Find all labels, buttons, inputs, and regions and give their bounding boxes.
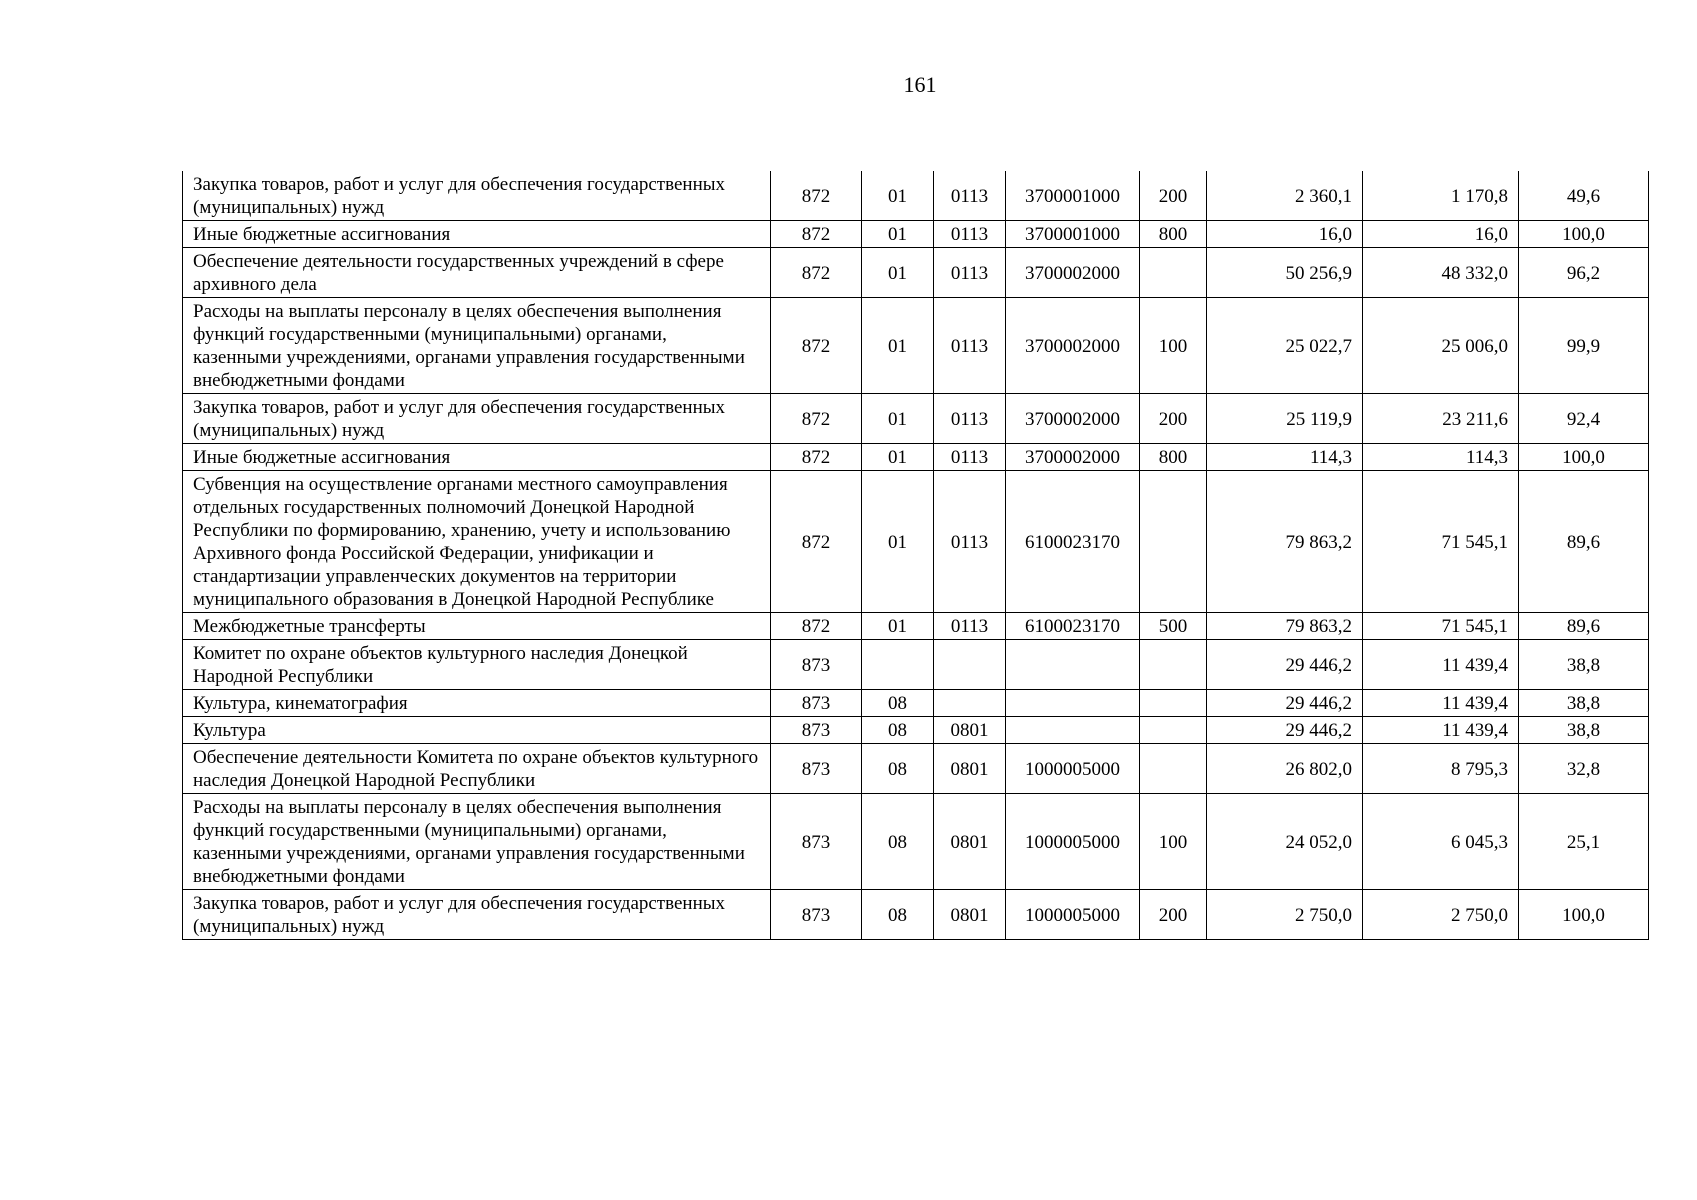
row-name: Закупка товаров, работ и услуг для обеспечения государственных (муниципальных) нужд — [183, 394, 771, 444]
row-name: Обеспечение деятельности государственных учреждений в сфере архивного дела — [183, 248, 771, 298]
row-section-code: 01 — [862, 298, 934, 394]
row-planned-amount: 114,3 — [1207, 444, 1363, 471]
row-target-article: 3700001000 — [1006, 171, 1140, 221]
row-name: Субвенция на осуществление органами местного самоуправления отдельных государственных полномочий Донецкой Народной Республики по формированию, хранению, учету и использованию Архивного фонда Российской Федерации, унификации и стандартизации управленческих документов на территории муниципального образования в Донецкой Народной Республике — [183, 471, 771, 613]
row-gr-code: 872 — [771, 171, 862, 221]
row-actual-amount: 11 439,4 — [1363, 640, 1519, 690]
row-name: Иные бюджетные ассигнования — [183, 444, 771, 471]
table-row — [183, 794, 1649, 890]
row-percent: 49,6 — [1519, 171, 1649, 221]
row-planned-amount: 2 360,1 — [1207, 171, 1363, 221]
row-expense-type: 500 — [1140, 613, 1207, 640]
row-actual-amount: 114,3 — [1363, 444, 1519, 471]
row-gr-code: 873 — [771, 890, 862, 940]
row-section-code: 08 — [862, 744, 934, 794]
row-subsection-code: 0801 — [934, 794, 1006, 890]
row-planned-amount: 26 802,0 — [1207, 744, 1363, 794]
row-expense-type: 800 — [1140, 221, 1207, 248]
row-target-article: 3700001000 — [1006, 221, 1140, 248]
row-subsection-code: 0113 — [934, 613, 1006, 640]
row-expense-type — [1140, 690, 1207, 717]
table-row — [183, 394, 1649, 444]
row-gr-code: 872 — [771, 613, 862, 640]
row-actual-amount: 71 545,1 — [1363, 613, 1519, 640]
row-gr-code: 872 — [771, 394, 862, 444]
row-actual-amount: 11 439,4 — [1363, 690, 1519, 717]
table-row — [183, 744, 1649, 794]
row-planned-amount: 24 052,0 — [1207, 794, 1363, 890]
row-actual-amount: 2 750,0 — [1363, 890, 1519, 940]
row-expense-type: 200 — [1140, 394, 1207, 444]
row-name: Иные бюджетные ассигнования — [183, 221, 771, 248]
row-expense-type: 200 — [1140, 171, 1207, 221]
row-section-code: 01 — [862, 171, 934, 221]
row-gr-code: 873 — [771, 640, 862, 690]
row-percent: 89,6 — [1519, 471, 1649, 613]
table-row — [183, 690, 1649, 717]
table-row — [183, 890, 1649, 940]
row-gr-code: 873 — [771, 794, 862, 890]
budget-table — [182, 171, 1649, 940]
row-subsection-code: 0113 — [934, 444, 1006, 471]
row-gr-code: 873 — [771, 744, 862, 794]
row-subsection-code: 0113 — [934, 298, 1006, 394]
row-percent: 96,2 — [1519, 248, 1649, 298]
row-percent: 32,8 — [1519, 744, 1649, 794]
row-percent: 100,0 — [1519, 890, 1649, 940]
row-gr-code: 873 — [771, 690, 862, 717]
row-percent: 100,0 — [1519, 444, 1649, 471]
table-row — [183, 221, 1649, 248]
row-target-article: 3700002000 — [1006, 444, 1140, 471]
row-section-code: 01 — [862, 394, 934, 444]
row-gr-code: 872 — [771, 444, 862, 471]
table-row — [183, 248, 1649, 298]
row-section-code: 08 — [862, 794, 934, 890]
row-percent: 25,1 — [1519, 794, 1649, 890]
row-actual-amount: 25 006,0 — [1363, 298, 1519, 394]
row-section-code: 08 — [862, 890, 934, 940]
row-planned-amount: 29 446,2 — [1207, 717, 1363, 744]
row-target-article: 1000005000 — [1006, 744, 1140, 794]
row-planned-amount: 25 119,9 — [1207, 394, 1363, 444]
row-expense-type: 100 — [1140, 794, 1207, 890]
row-subsection-code — [934, 640, 1006, 690]
row-actual-amount: 16,0 — [1363, 221, 1519, 248]
row-target-article: 1000005000 — [1006, 794, 1140, 890]
row-actual-amount: 11 439,4 — [1363, 717, 1519, 744]
row-planned-amount: 2 750,0 — [1207, 890, 1363, 940]
row-actual-amount: 1 170,8 — [1363, 171, 1519, 221]
row-planned-amount: 50 256,9 — [1207, 248, 1363, 298]
row-planned-amount: 25 022,7 — [1207, 298, 1363, 394]
row-expense-type: 800 — [1140, 444, 1207, 471]
table-row — [183, 613, 1649, 640]
row-name: Расходы на выплаты персоналу в целях обеспечения выполнения функций государственными (муниципальными) органами, казенными учреждениями, органами управления государственными внебюджетными фондами — [183, 794, 771, 890]
row-percent: 89,6 — [1519, 613, 1649, 640]
table-row — [183, 640, 1649, 690]
row-subsection-code: 0113 — [934, 248, 1006, 298]
row-target-article: 3700002000 — [1006, 394, 1140, 444]
row-percent: 92,4 — [1519, 394, 1649, 444]
row-section-code: 01 — [862, 248, 934, 298]
row-section-code — [862, 640, 934, 690]
table-row — [183, 471, 1649, 613]
row-section-code: 01 — [862, 221, 934, 248]
row-actual-amount: 6 045,3 — [1363, 794, 1519, 890]
row-percent: 38,8 — [1519, 640, 1649, 690]
row-name: Обеспечение деятельности Комитета по охране объектов культурного наследия Донецкой Народной Республики — [183, 744, 771, 794]
row-target-article — [1006, 640, 1140, 690]
row-expense-type — [1140, 248, 1207, 298]
row-gr-code: 872 — [771, 248, 862, 298]
row-name: Расходы на выплаты персоналу в целях обеспечения выполнения функций государственными (муниципальными) органами, казенными учреждениями, органами управления государственными внебюджетными фондами — [183, 298, 771, 394]
row-planned-amount: 16,0 — [1207, 221, 1363, 248]
row-actual-amount: 71 545,1 — [1363, 471, 1519, 613]
row-actual-amount: 48 332,0 — [1363, 248, 1519, 298]
row-target-article: 6100023170 — [1006, 471, 1140, 613]
table-row — [183, 717, 1649, 744]
row-expense-type — [1140, 744, 1207, 794]
row-section-code: 01 — [862, 471, 934, 613]
row-subsection-code — [934, 690, 1006, 717]
row-gr-code: 872 — [771, 221, 862, 248]
row-percent: 38,8 — [1519, 690, 1649, 717]
row-subsection-code: 0113 — [934, 221, 1006, 248]
row-expense-type — [1140, 717, 1207, 744]
row-actual-amount: 8 795,3 — [1363, 744, 1519, 794]
row-planned-amount: 79 863,2 — [1207, 471, 1363, 613]
row-section-code: 08 — [862, 717, 934, 744]
row-name: Закупка товаров, работ и услуг для обеспечения государственных (муниципальных) нужд — [183, 890, 771, 940]
row-planned-amount: 79 863,2 — [1207, 613, 1363, 640]
row-gr-code: 873 — [771, 717, 862, 744]
row-percent: 38,8 — [1519, 717, 1649, 744]
row-percent: 100,0 — [1519, 221, 1649, 248]
row-actual-amount: 23 211,6 — [1363, 394, 1519, 444]
row-subsection-code: 0801 — [934, 744, 1006, 794]
row-target-article — [1006, 690, 1140, 717]
page-number: 161 — [903, 72, 937, 97]
row-name: Комитет по охране объектов культурного наследия Донецкой Народной Республики — [183, 640, 771, 690]
row-name: Культура, кинематография — [183, 690, 771, 717]
table-row — [183, 298, 1649, 394]
row-name: Культура — [183, 717, 771, 744]
row-expense-type: 200 — [1140, 890, 1207, 940]
row-planned-amount: 29 446,2 — [1207, 690, 1363, 717]
row-subsection-code: 0113 — [934, 471, 1006, 613]
row-subsection-code: 0801 — [934, 890, 1006, 940]
row-target-article — [1006, 717, 1140, 744]
table-row — [183, 171, 1649, 221]
row-subsection-code: 0113 — [934, 171, 1006, 221]
row-planned-amount: 29 446,2 — [1207, 640, 1363, 690]
row-expense-type: 100 — [1140, 298, 1207, 394]
row-target-article: 6100023170 — [1006, 613, 1140, 640]
row-section-code: 08 — [862, 690, 934, 717]
row-expense-type — [1140, 640, 1207, 690]
row-subsection-code: 0113 — [934, 394, 1006, 444]
row-gr-code: 872 — [771, 298, 862, 394]
row-target-article: 3700002000 — [1006, 298, 1140, 394]
row-gr-code: 872 — [771, 471, 862, 613]
row-expense-type — [1140, 471, 1207, 613]
row-target-article: 1000005000 — [1006, 890, 1140, 940]
table-row — [183, 444, 1649, 471]
row-section-code: 01 — [862, 444, 934, 471]
row-subsection-code: 0801 — [934, 717, 1006, 744]
row-section-code: 01 — [862, 613, 934, 640]
row-name: Закупка товаров, работ и услуг для обеспечения государственных (муниципальных) нужд — [183, 171, 771, 221]
row-name: Межбюджетные трансферты — [183, 613, 771, 640]
row-target-article: 3700002000 — [1006, 248, 1140, 298]
row-percent: 99,9 — [1519, 298, 1649, 394]
